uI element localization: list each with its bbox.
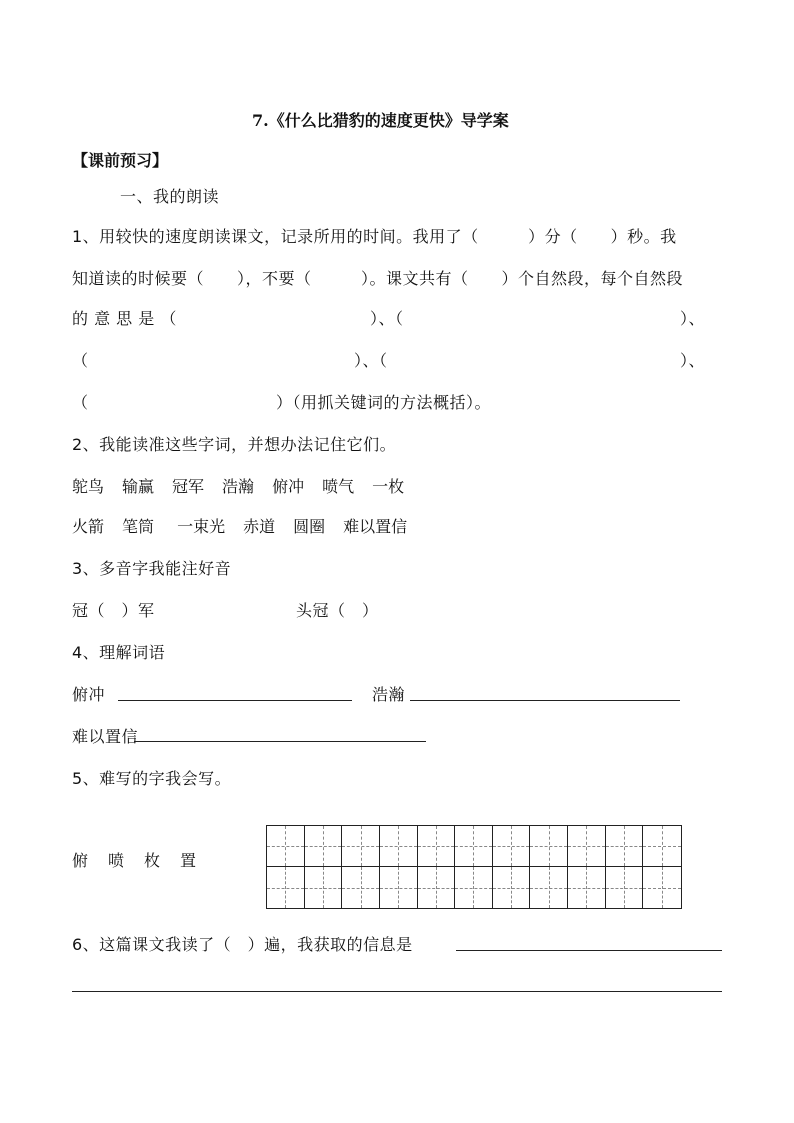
q5-characters: 俯 喷 枚 置 — [72, 851, 199, 870]
grid-cell[interactable] — [530, 826, 568, 867]
grid-cell[interactable] — [267, 826, 305, 867]
q3-prompt: 3、多音字我能注好音 — [72, 559, 232, 578]
grid-cell[interactable] — [568, 867, 606, 908]
grid-cell[interactable] — [305, 826, 343, 867]
q1-line-4-a: （ — [72, 351, 89, 370]
word: 一束光 — [172, 517, 226, 536]
q1-line-3 — [72, 306, 722, 328]
grid-cell[interactable] — [267, 867, 305, 908]
q6-answer-line-2[interactable] — [72, 991, 722, 992]
word: 喷气 — [322, 477, 355, 496]
q4-answer-line-2[interactable] — [410, 700, 680, 701]
grid-cell[interactable] — [380, 867, 418, 908]
q4-answer-line-3[interactable] — [134, 741, 426, 742]
q1-line-3-c: ）、 — [680, 309, 706, 328]
word: 冠军 — [172, 477, 205, 496]
q1-line-5-a: （ — [72, 393, 89, 412]
grid-cell[interactable] — [418, 867, 456, 908]
grid-cell[interactable] — [493, 867, 531, 908]
word: 浩瀚 — [222, 477, 255, 496]
q4-answer-line-1[interactable] — [118, 700, 352, 701]
q1-line-5 — [72, 390, 722, 412]
q4-term-1: 俯冲 — [72, 685, 106, 704]
grid-cell[interactable] — [455, 867, 493, 908]
q4-prompt: 4、理解词语 — [72, 643, 166, 662]
grid-cell[interactable] — [643, 867, 681, 908]
q6-prompt: 6、这篇课文我读了（ ）遍，我获取的信息是 — [72, 935, 413, 954]
grid-cell[interactable] — [455, 826, 493, 867]
q3-item-b: 头冠（ ） — [296, 601, 379, 620]
word: 俯冲 — [272, 477, 305, 496]
grid-cell[interactable] — [305, 867, 343, 908]
grid-cell[interactable] — [342, 826, 380, 867]
word: 鸵鸟 — [72, 477, 105, 496]
q1-line-4-c: ）、 — [680, 351, 706, 370]
grid-cell[interactable] — [380, 826, 418, 867]
q5-prompt: 5、难写的字我会写。 — [72, 769, 232, 788]
q1-line-2: 知道读的时候要（ ），不要（ ）。课文共有（ ）个自然段，每个自然段 — [72, 269, 684, 288]
grid-cell[interactable] — [530, 867, 568, 908]
q2-word-row-1 — [72, 474, 422, 497]
word: 圆圈 — [293, 517, 326, 536]
q3-item-a: 冠（ ）军 — [72, 601, 155, 620]
q2-word-row-2 — [72, 514, 425, 537]
q1-line-4 — [72, 348, 722, 370]
q2-prompt: 2、我能读准这些字词，并想办法记住它们。 — [72, 435, 397, 454]
q1-line-3-a: 的 意 思 是 （ — [72, 309, 177, 328]
page-title: 7.《什么比猎豹的速度更快》导学案 — [252, 111, 509, 130]
q1-line-1: 1、用较快的速度朗读课文，记录所用的时间。我用了（ ）分（ ）秒。我 — [72, 227, 677, 246]
grid-cell[interactable] — [606, 867, 644, 908]
word: 输赢 — [122, 477, 155, 496]
word: 笔筒 — [122, 517, 155, 536]
grid-cell[interactable] — [418, 826, 456, 867]
section-heading: 【课前预习】 — [72, 151, 169, 170]
q4-term-3: 难以置信 — [72, 727, 139, 746]
grid-cell[interactable] — [643, 826, 681, 867]
q1-line-3-b: ）、（ — [370, 309, 404, 328]
q4-term-2: 浩瀚 — [372, 685, 406, 704]
writing-grid[interactable] — [266, 825, 682, 909]
grid-cell[interactable] — [568, 826, 606, 867]
grid-cell[interactable] — [606, 826, 644, 867]
word: 难以置信 — [343, 517, 408, 536]
word: 赤道 — [243, 517, 276, 536]
part-heading: 一、我的朗读 — [120, 187, 220, 206]
q6-answer-line-1[interactable] — [456, 950, 722, 951]
grid-cell[interactable] — [342, 867, 380, 908]
word: 一枚 — [372, 477, 405, 496]
q1-line-5-b: ）（用抓关键词的方法概括）。 — [276, 393, 492, 412]
grid-cell[interactable] — [493, 826, 531, 867]
q1-line-4-b: ）、（ — [354, 351, 388, 370]
word: 火箭 — [72, 517, 105, 536]
